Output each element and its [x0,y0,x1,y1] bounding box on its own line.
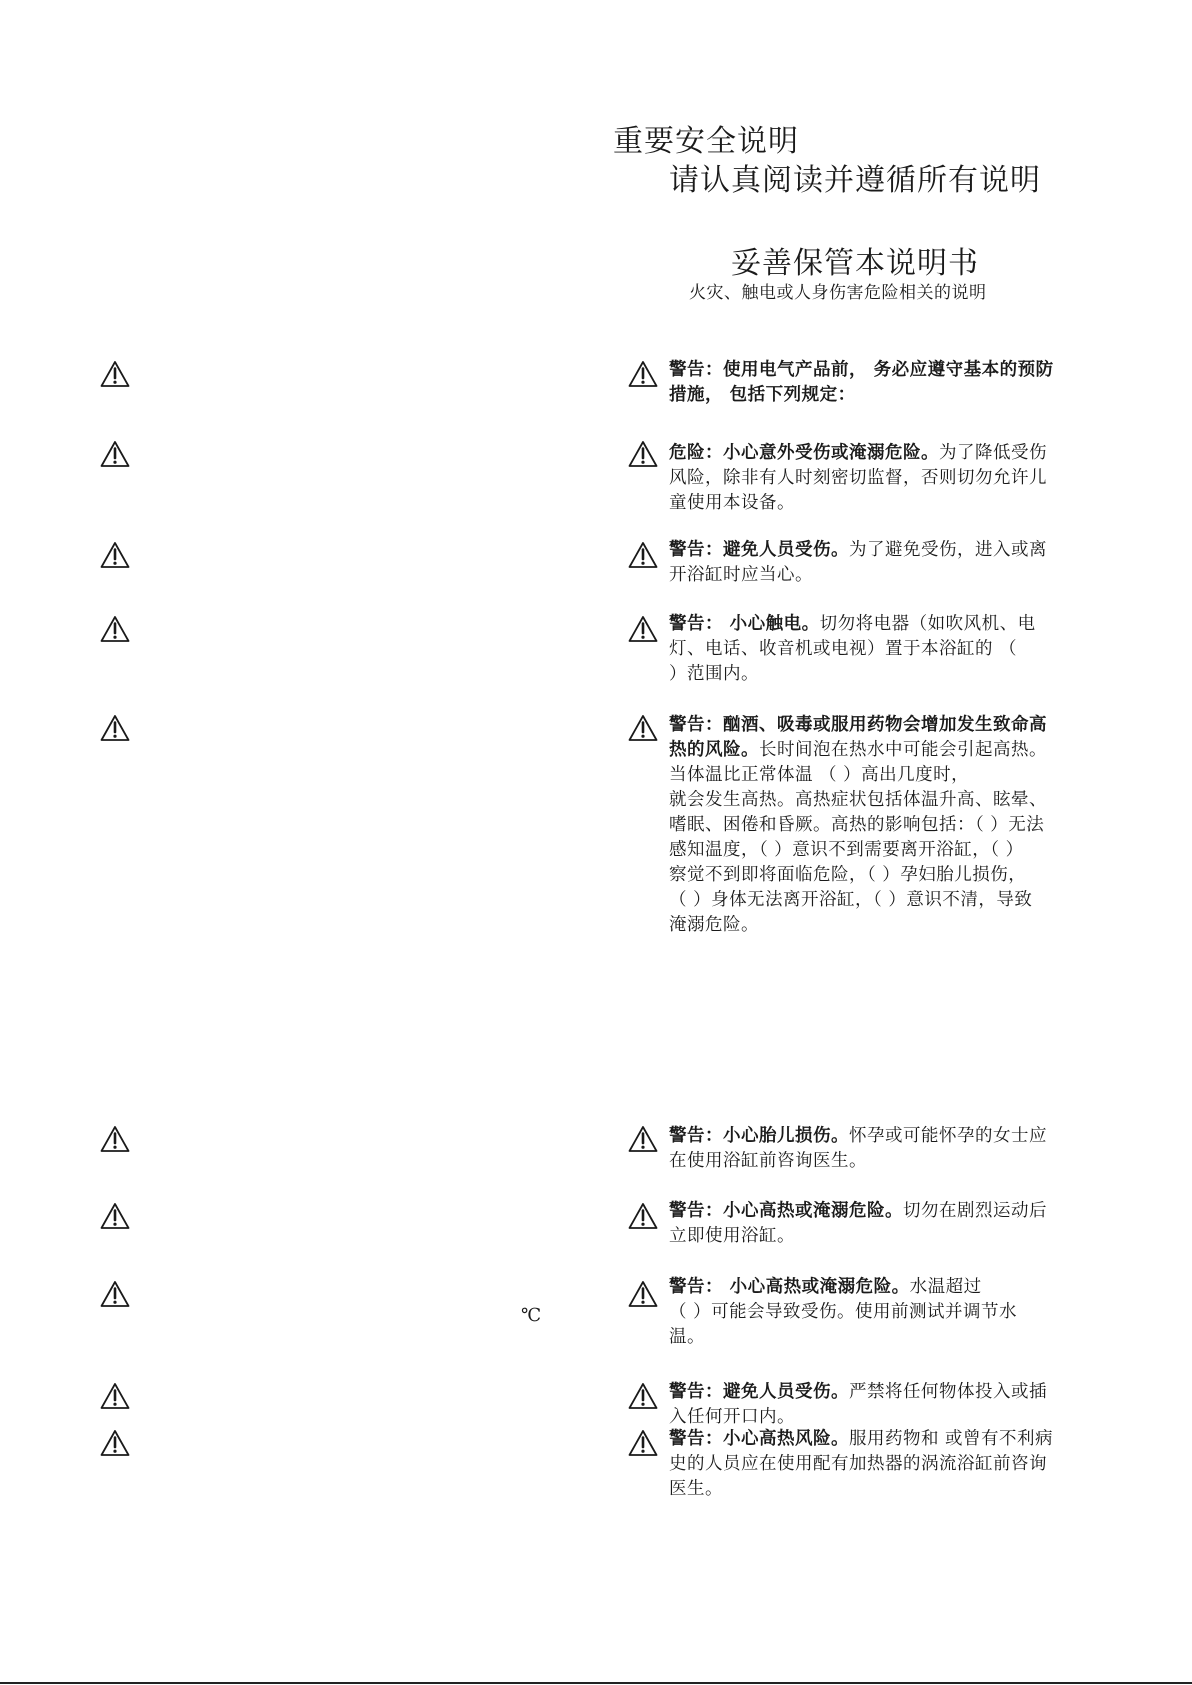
warning-label: 危险：小心意外受伤或淹溺危险。 [669,443,939,463]
warning-item-entering-tub [669,538,1109,588]
warning-text: ）范围内。 [669,664,759,684]
warning-line [669,538,1109,563]
warning-label: 警告： 小心触电。 [669,614,820,634]
warning-text: 怀孕或可能怀孕的女士应 [849,1126,1047,1146]
warning-item-fetal-damage [669,1124,1109,1174]
warning-line [669,913,1109,938]
warning-item-after-exercise [669,1199,1109,1249]
warning-label: 警告：避免人员受伤。 [669,540,849,560]
warning-triangle-icon [628,1429,658,1457]
warning-text: 切勿将电器（如吹风机、电 [819,614,1036,634]
warning-triangle-icon [100,1429,130,1457]
warning-line [669,788,1109,813]
warning-label: 热的风险。 [669,740,759,760]
warning-text: 服用药物和 或曾有不利病 [849,1429,1054,1449]
warning-line [669,383,1109,408]
warning-line [669,888,1109,913]
degree-symbol: ℃ [521,1305,542,1326]
warning-item-hyperthermia [669,713,1109,938]
warning-line [669,1199,1109,1224]
warning-line [669,863,1109,888]
warning-line [669,1300,1109,1325]
warning-triangle-icon [100,1125,130,1153]
warning-text: 察觉不到即将面临危险，（ ）孕妇胎儿损伤， [669,865,1027,885]
warning-line [669,358,1109,383]
warning-text: 长时间泡在热水中可能会引起高热。 [759,740,1047,760]
warning-line [669,662,1109,687]
warning-text: 当体温比正常体温 （ ）高出几度时， [669,765,970,785]
warning-label: 警告：避免人员受伤。 [669,1382,849,1402]
warning-label: 警告：使用电气产品前， 务必应遵守基本的预防 [669,360,1054,380]
warning-text: 在使用浴缸前咨询医生。 [669,1151,867,1171]
warning-text: 立即使用浴缸。 [669,1226,795,1246]
page-bottom-rule [0,1682,1192,1684]
warning-text: 切勿在剧烈运动后 [903,1201,1047,1221]
warning-item-electric-shock [669,612,1109,687]
warning-triangle-icon [628,360,658,388]
warning-label: 警告：酗酒、吸毒或服用药物会增加发生致命高 [669,715,1047,735]
warning-text: （ ）身体无法离开浴缸，（ ）意识不清，导致 [669,890,1033,910]
warning-line [669,1275,1109,1300]
keep-notice: 妥善保管本说明书 [731,246,979,281]
warning-line [669,1224,1109,1249]
warning-text: （ ）可能会导致受伤。使用前测试并调节水 [669,1302,1018,1322]
warning-triangle-icon [100,1280,130,1308]
warning-triangle-icon [628,440,658,468]
warning-label: 警告： 小心高热或淹溺危险。 [669,1277,910,1297]
warning-triangle-icon [100,615,130,643]
warning-triangle-icon [100,714,130,742]
warning-line [669,838,1109,863]
warning-line [669,763,1109,788]
warning-text: 为了避免受伤，进入或离 [849,540,1047,560]
warning-text: 风险，除非有人时刻密切监督，否则切勿允许儿 [669,468,1047,488]
warning-text: 淹溺危险。 [669,915,759,935]
warning-text: 童使用本设备。 [669,493,795,513]
warning-text: 严禁将任何物体投入或插 [849,1382,1047,1402]
warning-line [669,813,1109,838]
warning-text: 医生。 [669,1479,723,1499]
read-notice: 请认真阅读并遵循所有说明 [669,163,1041,198]
warning-line [669,1477,1109,1502]
warning-item-medication-heater [669,1427,1109,1502]
warning-triangle-icon [628,1202,658,1230]
warning-line [669,1452,1109,1477]
warning-triangle-icon [628,541,658,569]
warning-line [669,491,1109,516]
warning-item-basic-precautions [669,358,1109,408]
warning-triangle-icon [628,1125,658,1153]
warning-triangle-icon [628,615,658,643]
warning-label: 警告：小心胎儿损伤。 [669,1126,849,1146]
warning-line [669,738,1109,763]
warning-text: 温。 [669,1327,705,1347]
warning-line [669,441,1109,466]
warning-line [669,1427,1109,1452]
warning-triangle-icon [100,1382,130,1410]
warning-triangle-icon [100,1202,130,1230]
warning-text: 嗜眠、困倦和昏厥。高热的影响包括：（ ）无法 [669,815,1045,835]
warning-triangle-icon [100,360,130,388]
warning-text: 水温超过 [909,1277,982,1297]
warning-text: 感知温度，（ ）意识不到需要离开浴缸，（ ） [669,840,1024,860]
warning-triangle-icon [100,541,130,569]
warning-line [669,466,1109,491]
warning-label: 警告：小心高热或淹溺危险。 [669,1201,903,1221]
warning-text: 就会发生高热。高热症状包括体温升高、眩晕、 [669,790,1047,810]
warning-triangle-icon [628,714,658,742]
warning-line [669,1380,1109,1405]
warning-label: 警告：小心高热风险。 [669,1429,849,1449]
warning-triangle-icon [628,1382,658,1410]
warning-line [669,563,1109,588]
warning-text: 为了降低受伤 [939,443,1047,463]
warning-item-openings [669,1380,1109,1430]
warning-text: 史的人员应在使用配有加热器的涡流浴缸前咨询 [669,1454,1047,1474]
scope-subtitle: 火灾、触电或人身伤害危险相关的说明 [689,283,987,303]
warning-line [669,1149,1109,1174]
warning-line [669,713,1109,738]
warning-line [669,637,1109,662]
warning-line [669,612,1109,637]
warning-item-water-temperature [669,1275,1109,1350]
warning-triangle-icon [628,1280,658,1308]
warning-text: 灯、电话、收音机或电视）置于本浴缸的 （ [669,639,1018,659]
warning-item-drowning-children [669,441,1109,516]
warning-line [669,1124,1109,1149]
warning-triangle-icon [100,440,130,468]
page-title: 重要安全说明 [613,124,799,159]
warning-line [669,1325,1109,1350]
warning-text: 开浴缸时应当心。 [669,565,813,585]
warning-label: 措施， 包括下列规定： [669,385,856,405]
warning-text: 入任何开口内。 [669,1407,795,1427]
